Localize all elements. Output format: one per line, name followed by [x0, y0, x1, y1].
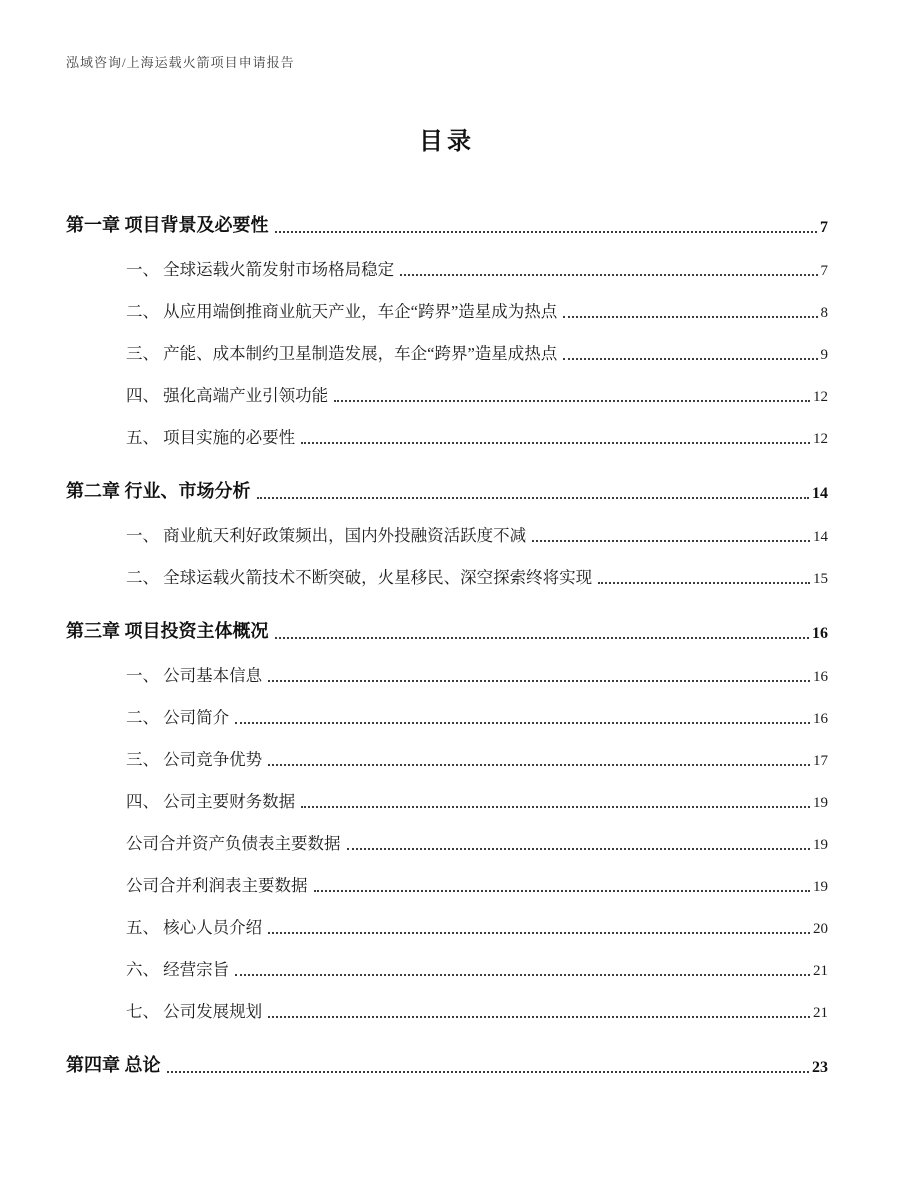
toc-page-number: 15 — [813, 571, 828, 587]
toc-entry-text: 二、 全球运载火箭技术不断突破，火星移民、深空探索终将实现 — [126, 568, 593, 587]
toc-page-number: 7 — [820, 263, 828, 279]
toc-page-number: 16 — [813, 711, 828, 727]
toc-entry-text: 四、 强化高端产业引领功能 — [126, 386, 329, 405]
toc-page-number: 8 — [820, 305, 828, 321]
toc-entry-text: 三、 产能、成本制约卫星制造发展，车企“跨界”造星成热点 — [126, 344, 558, 363]
toc-section-row[interactable] — [66, 552, 828, 594]
toc-dotted-leader — [301, 806, 810, 808]
toc-page-number: 16 — [813, 669, 828, 685]
toc-chapter-row[interactable] — [66, 1032, 828, 1084]
toc-page-number: 19 — [813, 879, 828, 895]
toc-page-number: 14 — [812, 485, 828, 502]
toc-page-number: 23 — [812, 1059, 828, 1076]
toc-page-number: 12 — [813, 431, 828, 447]
toc-dotted-leader — [347, 848, 811, 850]
toc-section-row[interactable] — [66, 818, 828, 860]
toc-page-number: 20 — [813, 921, 828, 937]
toc-section-row[interactable] — [66, 412, 828, 454]
toc-dotted-leader — [268, 764, 810, 766]
toc-section-row[interactable] — [66, 692, 828, 734]
toc-dotted-leader — [235, 722, 810, 724]
toc-section-row[interactable] — [66, 944, 828, 986]
toc-section-row[interactable] — [66, 986, 828, 1028]
toc-entry-text: 二、 从应用端倒推商业航天产业，车企“跨界”造星成为热点 — [126, 302, 558, 321]
toc-dotted-leader — [563, 358, 817, 360]
toc-entry-text: 第四章 总论 — [66, 1055, 161, 1075]
toc-entry-text: 二、 公司简介 — [126, 708, 230, 727]
toc-list — [66, 192, 828, 1084]
toc-page-number: 21 — [813, 963, 828, 979]
toc-section-row[interactable] — [66, 734, 828, 776]
toc-dotted-leader — [235, 974, 810, 976]
toc-section-row[interactable] — [66, 902, 828, 944]
toc-section-row[interactable] — [66, 328, 828, 370]
toc-dotted-leader — [268, 1016, 810, 1018]
toc-dotted-leader — [268, 932, 810, 934]
toc-dotted-leader — [400, 274, 817, 276]
toc-section-row[interactable] — [66, 776, 828, 818]
toc-page-number: 19 — [813, 837, 828, 853]
toc-entry-text: 五、 项目实施的必要性 — [126, 428, 296, 447]
toc-page-number: 7 — [820, 219, 828, 236]
toc-dotted-leader — [598, 582, 810, 584]
toc-entry-text: 一、 公司基本信息 — [126, 666, 263, 685]
toc-page-number: 16 — [812, 625, 828, 642]
toc-dotted-leader — [268, 680, 810, 682]
toc-dotted-leader — [563, 316, 817, 318]
toc-entry-text: 公司合并利润表主要数据 — [126, 876, 308, 895]
toc-page-number: 14 — [813, 529, 828, 545]
toc-page-number: 21 — [813, 1005, 828, 1021]
toc-dotted-leader — [167, 1071, 810, 1073]
toc-dotted-leader — [275, 231, 818, 233]
toc-entry-text: 公司合并资产负债表主要数据 — [126, 834, 341, 853]
toc-entry-text: 第三章 项目投资主体概况 — [66, 621, 269, 641]
toc-title: 目录 — [419, 129, 475, 155]
toc-chapter-row[interactable] — [66, 598, 828, 650]
toc-dotted-leader — [532, 540, 810, 542]
toc-dotted-leader — [301, 442, 810, 444]
toc-page-number: 19 — [813, 795, 828, 811]
toc-entry-text: 五、 核心人员介绍 — [126, 918, 263, 937]
toc-section-row[interactable] — [66, 510, 828, 552]
toc-entry-text: 第一章 项目背景及必要性 — [66, 215, 269, 235]
toc-dotted-leader — [314, 890, 811, 892]
toc-entry-text: 七、 公司发展规划 — [126, 1002, 263, 1021]
toc-page-number: 9 — [820, 347, 828, 363]
toc-section-row[interactable] — [66, 650, 828, 692]
document-header: 泓域咨询/上海运载火箭项目申请报告 — [66, 55, 295, 70]
toc-page-number: 17 — [813, 753, 828, 769]
toc-page-number: 12 — [813, 389, 828, 405]
toc-chapter-row[interactable] — [66, 458, 828, 510]
toc-section-row[interactable] — [66, 286, 828, 328]
toc-entry-text: 三、 公司竞争优势 — [126, 750, 263, 769]
toc-section-row[interactable] — [66, 860, 828, 902]
toc-entry-text: 第二章 行业、市场分析 — [66, 481, 251, 501]
toc-entry-text: 四、 公司主要财务数据 — [126, 792, 296, 811]
toc-dotted-leader — [334, 400, 810, 402]
toc-section-row[interactable] — [66, 244, 828, 286]
toc-dotted-leader — [275, 637, 810, 639]
toc-entry-text: 一、 商业航天利好政策频出，国内外投融资活跃度不减 — [126, 526, 527, 545]
toc-dotted-leader — [257, 497, 810, 499]
toc-chapter-row[interactable] — [66, 192, 828, 244]
toc-entry-text: 一、 全球运载火箭发射市场格局稳定 — [126, 260, 395, 279]
toc-section-row[interactable] — [66, 370, 828, 412]
toc-entry-text: 六、 经营宗旨 — [126, 960, 230, 979]
